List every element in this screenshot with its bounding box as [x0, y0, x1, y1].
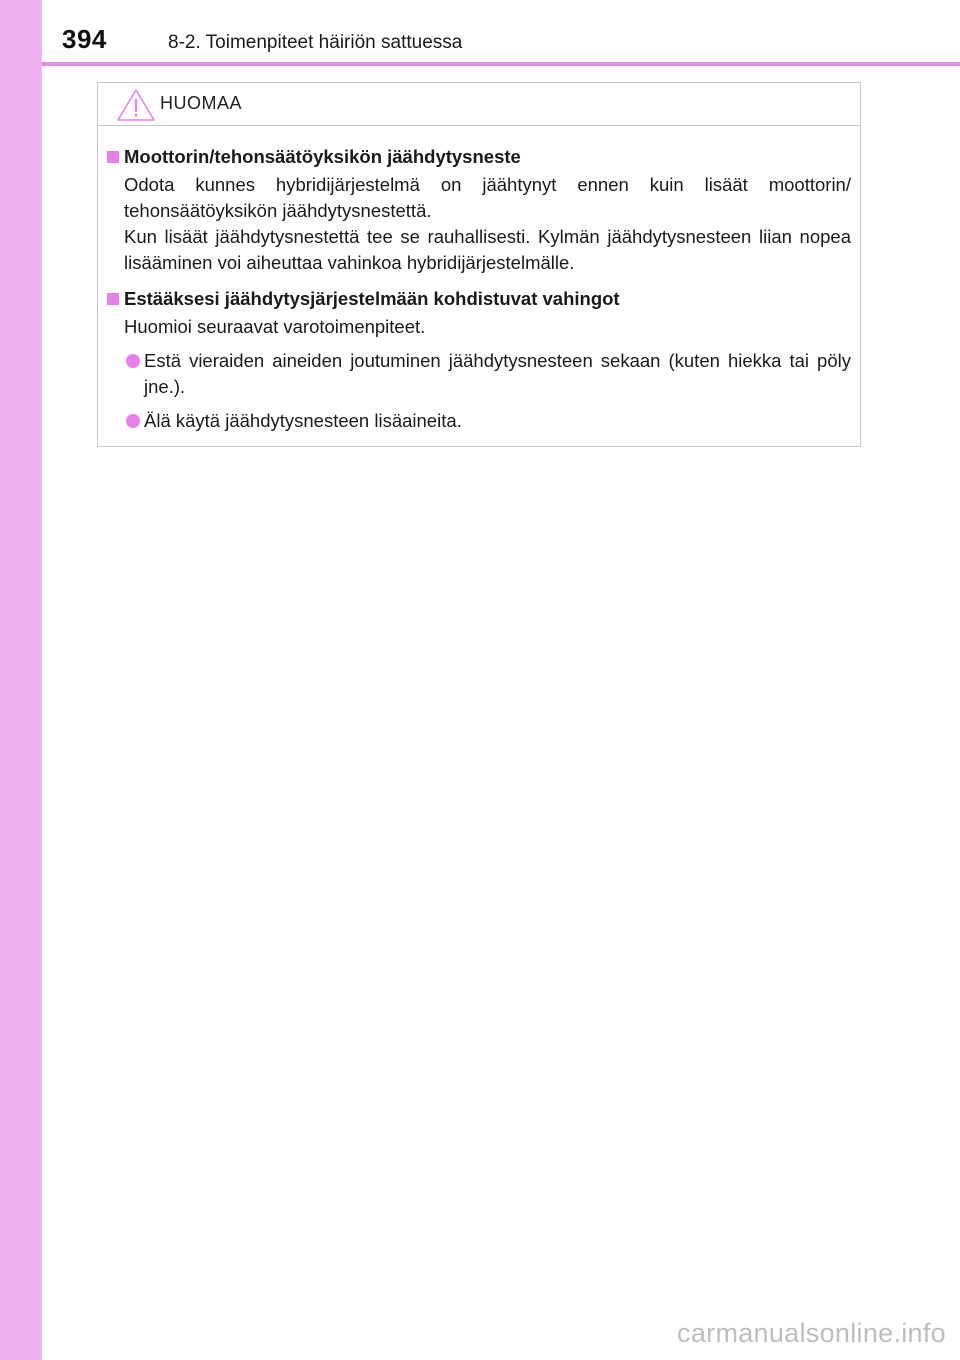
header-divider: [42, 62, 960, 66]
paragraph: Odota kunnes hybridijärjestelmä on jäähtynyt ennen kuin lisäät moottorin/ tehonsäätöyksikön jäähdytysnestettä.: [124, 174, 851, 221]
round-bullet-icon: [126, 354, 140, 368]
caution-body: [98, 126, 860, 434]
list-item-text: Estä vieraiden aineiden joutuminen jäähdytysnesteen sekaan (kuten hiekka tai pöly jne.).: [144, 350, 851, 397]
subsection-heading-coolant: [106, 144, 851, 170]
subsection-heading-text: Estääksesi jäähdytysjärjestelmään kohdistuvat vahingot: [124, 288, 620, 309]
list-item: [106, 348, 851, 400]
list-item: [106, 408, 851, 434]
round-bullet-icon: [126, 414, 140, 428]
warning-triangle-icon: [116, 88, 156, 122]
list-item-text: Älä käytä jäähdytysnesteen lisäaineita.: [144, 410, 462, 431]
subsection-heading-damage-prevention: [106, 286, 851, 312]
watermark: carmanualsonline.info: [677, 1318, 946, 1348]
paragraph: Kun lisäät jäähdytysnestettä tee se rauhallisesti. Kylmän jäähdytysnesteen liian nopea lisääminen voi aiheuttaa vahinkoa hybridijärjestelmälle.: [124, 226, 851, 273]
square-bullet-icon: [107, 151, 119, 163]
caution-box: [97, 82, 861, 447]
subsection-heading-text: Moottorin/tehonsäätöyksikön jäähdytysneste: [124, 146, 521, 167]
square-bullet-icon: [107, 293, 119, 305]
caution-title: HUOMAA: [160, 93, 243, 113]
side-color-band: [0, 0, 42, 1360]
paragraph: Huomioi seuraavat varotoimenpiteet.: [124, 316, 426, 337]
caution-header: [98, 83, 860, 126]
section-title: 8-2. Toimenpiteet häiriön sattuessa: [168, 32, 463, 53]
page-number: 394: [62, 24, 107, 54]
